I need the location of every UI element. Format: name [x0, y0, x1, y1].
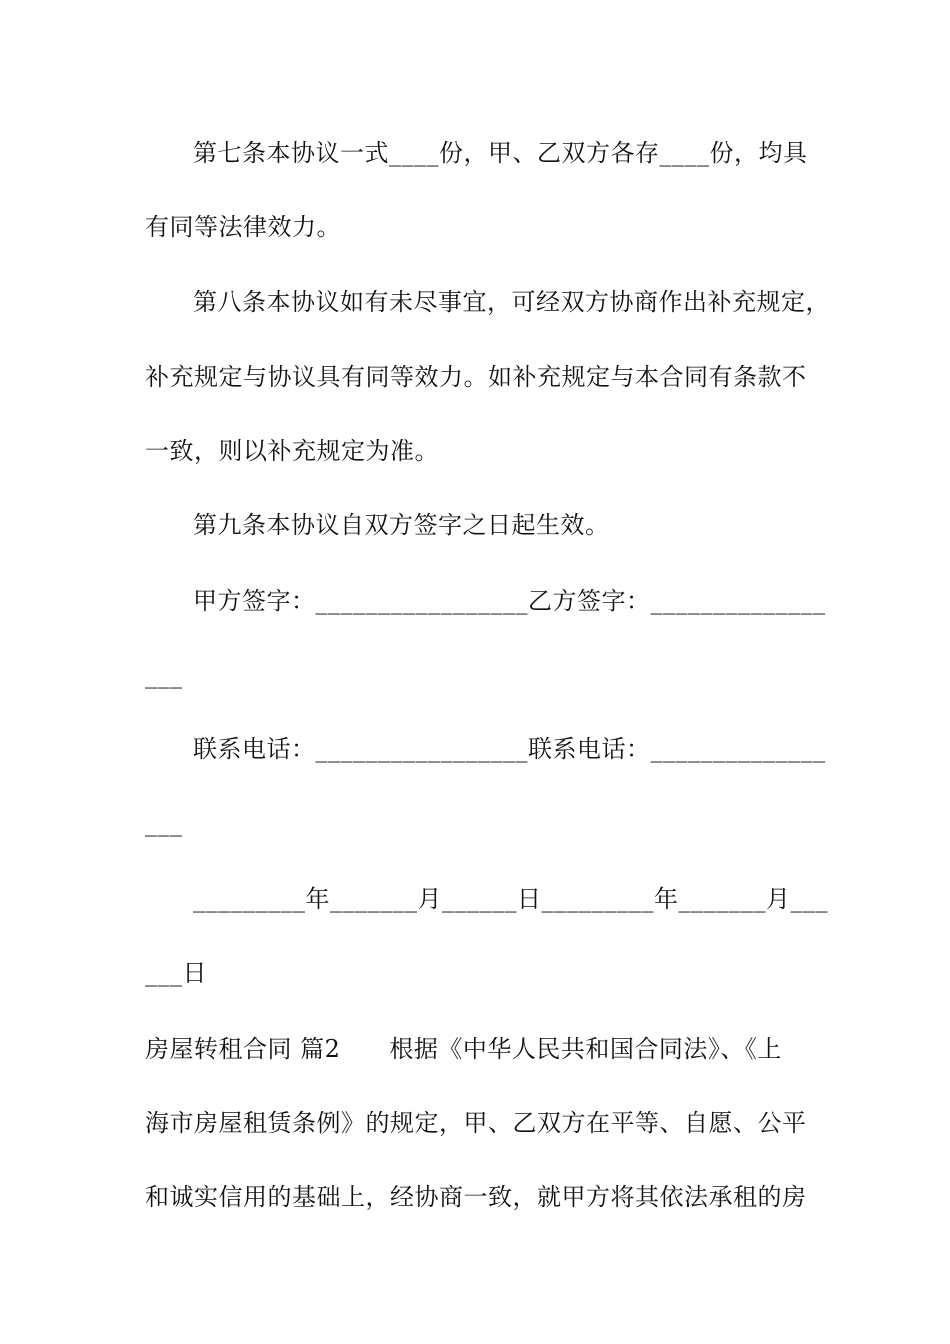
contract-2-body-line-3: 和诚实信用的基础上，经协商一致，就甲方将其依法承租的房 [145, 1183, 807, 1211]
article-7-line-1: 第七条本协议一式____份，甲、乙双方各存____份，均具 [193, 139, 808, 167]
date-line-continued: ___日 [145, 959, 207, 987]
contact-phone-line-continued: ___ [145, 809, 183, 837]
contract-2-heading-line: 房屋转租合同 篇2 根据《中华人民共和国合同法》、《上 [145, 1035, 782, 1063]
article-8-line-1: 第八条本协议如有未尽事宜，可经双方协商作出补充规定， [193, 288, 830, 316]
contact-phone-line: 联系电话：_________________联系电话：______________ [193, 735, 826, 763]
contract-2-body-line-2: 海市房屋租赁条例》的规定，甲、乙双方在平等、自愿、公平 [145, 1109, 807, 1137]
signature-line-continued: ___ [145, 661, 183, 689]
article-8-line-3: 一致，则以补充规定为准。 [145, 437, 439, 465]
article-8-line-2: 补充规定与协议具有同等效力。如补充规定与本合同有条款不 [145, 363, 807, 391]
article-7-line-2: 有同等法律效力。 [145, 213, 341, 241]
article-9-line: 第九条本协议自双方签字之日起生效。 [193, 511, 610, 539]
signature-line: 甲方签字：_________________乙方签字：______________ [193, 587, 826, 615]
date-line: _________年_______月______日_________年_______月___ [193, 885, 828, 913]
